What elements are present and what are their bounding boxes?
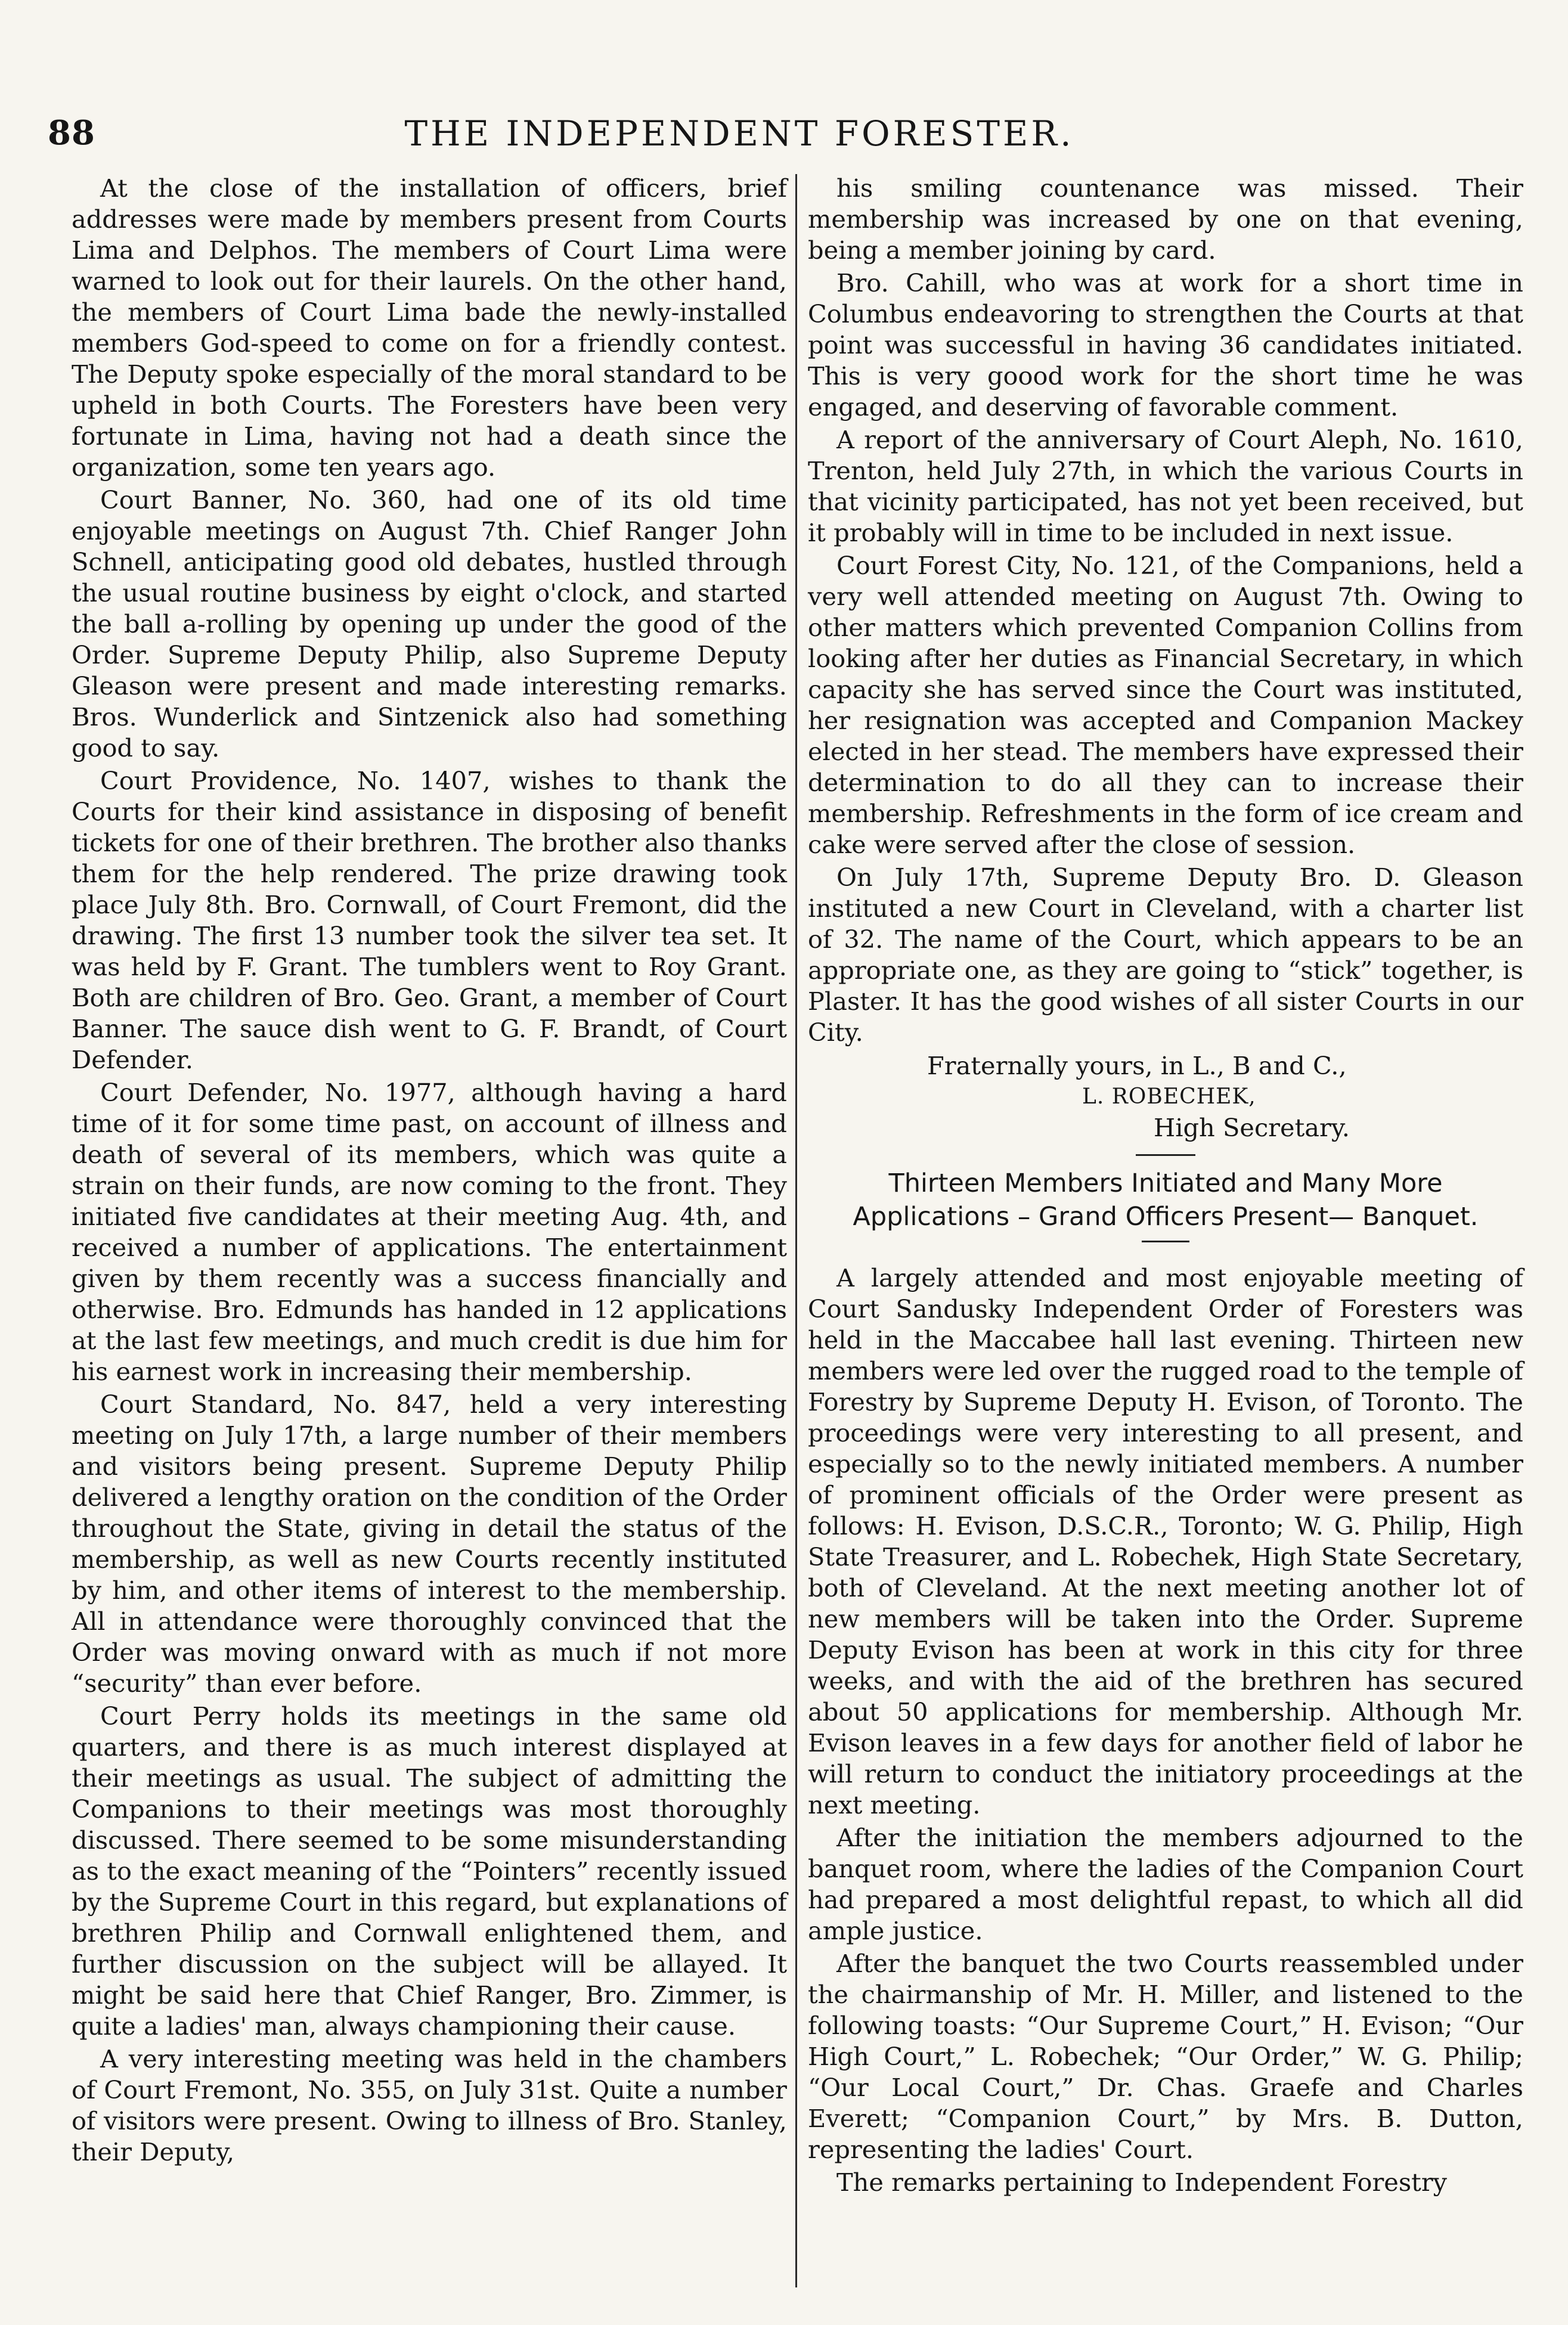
paragraph: Court Perry holds its meetings in the same old quarters, and there is as much interest displayed at their meetings as usual. The subject of admitting the Companions to their meetings was most thoroughly discussed. There seemed to be some misunderstanding as to the exact meaning of the “Pointers” recently issued by the Supreme Court in this regard, but explanations of brethren Philip and Cornwall enlightened them, and further discussion on the subject will be allayed. It might be said here that Chief Ranger, Bro. Zimmer, is quite a ladies' man, always championing their cause. [72, 1701, 787, 2041]
paragraph: Court Providence, No. 1407, wishes to thank the Courts for their kind assistance in disposing of benefit tickets for one of their brethren. The brother also thanks them for the help rendered. The prize drawing took place July 8th. Bro. Cornwall, of Court Fremont, did the drawing. The first 13 number took the silver tea set. It was held by F. Grant. The tumblers went to Roy Grant. Both are children of Bro. Geo. Grant, a member of Court Banner. The sauce dish went to G. F. Brandt, of Court Defender. [72, 766, 787, 1074]
paragraph: After the banquet the two Courts reassembled under the chairmanship of Mr. H. Miller, and listened to the following toasts: “Our Supreme Court,” H. Evison; “Our High Court,” L. Robechek; “Our Order,” W. G. Philip; “Our Local Court,” Dr. Chas. Graefe and Charles Everett; “Companion Court,” by Mrs. B. Dutton, representing the ladies' Court. [808, 1949, 1523, 2164]
article-body [808, 1263, 1523, 2198]
paragraph: Court Standard, No. 847, held a very interesting meeting on July 17th, a large number of their members and visitors being present. Supreme Deputy Philip delivered a lengthy oration on the condition of the Order throughout the State, giving in detail the status of the membership, as well as new Courts recently instituted by him, and other items of interest to the membership. All in attendance were thoroughly convinced that the Order was moving onward with as much if not more “security” than ever before. [72, 1390, 787, 1698]
paragraph: Court Banner, No. 360, had one of its old time enjoyable meetings on August 7th. Chief Ranger John Schnell, anticipating good old debates, hustled through the usual routine business by eight o'clock, and started the ball a-rolling by opening up under the good of the Order. Supreme Deputy Philip, also Supreme Deputy Gleason were present and made interesting remarks. Bros. Wunderlick and Sintzenick also had something good to say. [72, 485, 787, 762]
page-header [48, 113, 1431, 167]
right-column [808, 173, 1523, 2200]
column-divider [795, 174, 797, 2287]
paragraph: A largely attended and most enjoyable meeting of Court Sandusky Independent Order of Foresters was held in the Maccabee hall last evening. Thirteen new members were led over the rugged road to the temple of Forestry by Supreme Deputy H. Evison, of Toronto. The proceedings were very interesting to all present, and especially so to the newly initiated members. A number of prominent officials of the Order were present as follows: H. Evison, D.S.C.R., Toronto; W. G. Philip, High State Treasurer, and L. Robechek, High State Secretary, both of Cleveland. At the next meeting another lot of new members will be taken into the Order. Supreme Deputy Evison has been at work in this city for three weeks, and with the aid of the brethren has secured about 50 applications for membership. Although Mr. Evison leaves in a few days for another field of labor he will return to conduct the initiatory proceedings at the next meeting. [808, 1263, 1523, 1819]
signoff-title: High Secretary. [1154, 1113, 1350, 1142]
article-headline: Thirteen Members Initiated and Many More Applications – Grand Officers Present— Banquet. [853, 1168, 1479, 1232]
headline-rule [1142, 1241, 1189, 1242]
page-number: 88 [48, 113, 95, 153]
signoff [808, 1050, 1523, 1143]
paragraph: After the initiation the members adjourned to the banquet room, where the ladies of the Companion Court had prepared a most delightful repast, to which all did ample justice. [808, 1823, 1523, 1945]
paragraph: At the close of the installation of officers, brief addresses were made by members present from Courts Lima and Delphos. The members of Court Lima were warned to look out for their laurels. On the other hand, the members of Court Lima bade the newly-installed members God-speed to come on for a friendly contest. The Deputy spoke especially of the moral standard to be upheld in both Courts. The Foresters have been very fortunate in Lima, having not had a death since the organization, some ten years ago. [72, 173, 787, 482]
section-rule [1136, 1154, 1195, 1156]
paragraph: Court Forest City, No. 121, of the Companions, held a very well attended meeting on August 7th. Owing to other matters which prevented Companion Collins from looking after her duties as Financial Secretary, in which capacity she has served since the Court was instituted, her resignation was accepted and Companion Mackey elected in her stead. The members have expressed their determination to do all they can to increase their membership. Refreshments in the form of ice cream and cake were served after the close of session. [808, 551, 1523, 859]
paragraph: On July 17th, Supreme Deputy Bro. D. Gleason instituted a new Court in Cleveland, with a charter list of 32. The name of the Court, which appears to be an appropriate one, as they are going to “stick” together, is Plaster. It has the good wishes of all sister Courts in our City. [808, 863, 1523, 1047]
signoff-closing: Fraternally yours, in L., B and C., [927, 1051, 1347, 1080]
paragraph: The remarks pertaining to Independent Forestry [836, 2168, 1448, 2197]
left-column [72, 173, 787, 2169]
paragraph: A report of the anniversary of Court Aleph, No. 1610, Trenton, held July 27th, in which the various Courts in that vicinity participated, has not yet been received, but it probably will in time to be included in next issue. [808, 425, 1523, 547]
running-head: THE INDEPENDENT FORESTER. [404, 113, 1074, 154]
signoff-name: L. ROBECHEK, [1082, 1084, 1256, 1109]
paragraph: Court Defender, No. 1977, although having a hard time of it for some time past, on account of illness and death of several of its members, which was quite a strain on their funds, are now coming to the front. They initiated five candidates at their meeting Aug. 4th, and received a number of applications. The entertainment given by them recently was a success financially and otherwise. Bro. Edmunds has handed in 12 applications at the last few meetings, and much credit is due him for his earnest work in increasing their membership. [72, 1078, 787, 1386]
paragraph: Bro. Cahill, who was at work for a short time in Columbus endeavoring to strengthen the Courts at that point was successful in having 36 candidates initiated. This is very goood work for the short time he was engaged, and deserving of favorable comment. [808, 268, 1523, 421]
paragraph: A very interesting meeting was held in the chambers of Court Fremont, No. 355, on July 31st. Quite a number of visitors were present. Owing to illness of Bro. Stanley, their Deputy, [72, 2044, 787, 2166]
paragraph: his smiling countenance was missed. Their membership was increased by one on that evening, being a member joining by card. [808, 173, 1523, 265]
